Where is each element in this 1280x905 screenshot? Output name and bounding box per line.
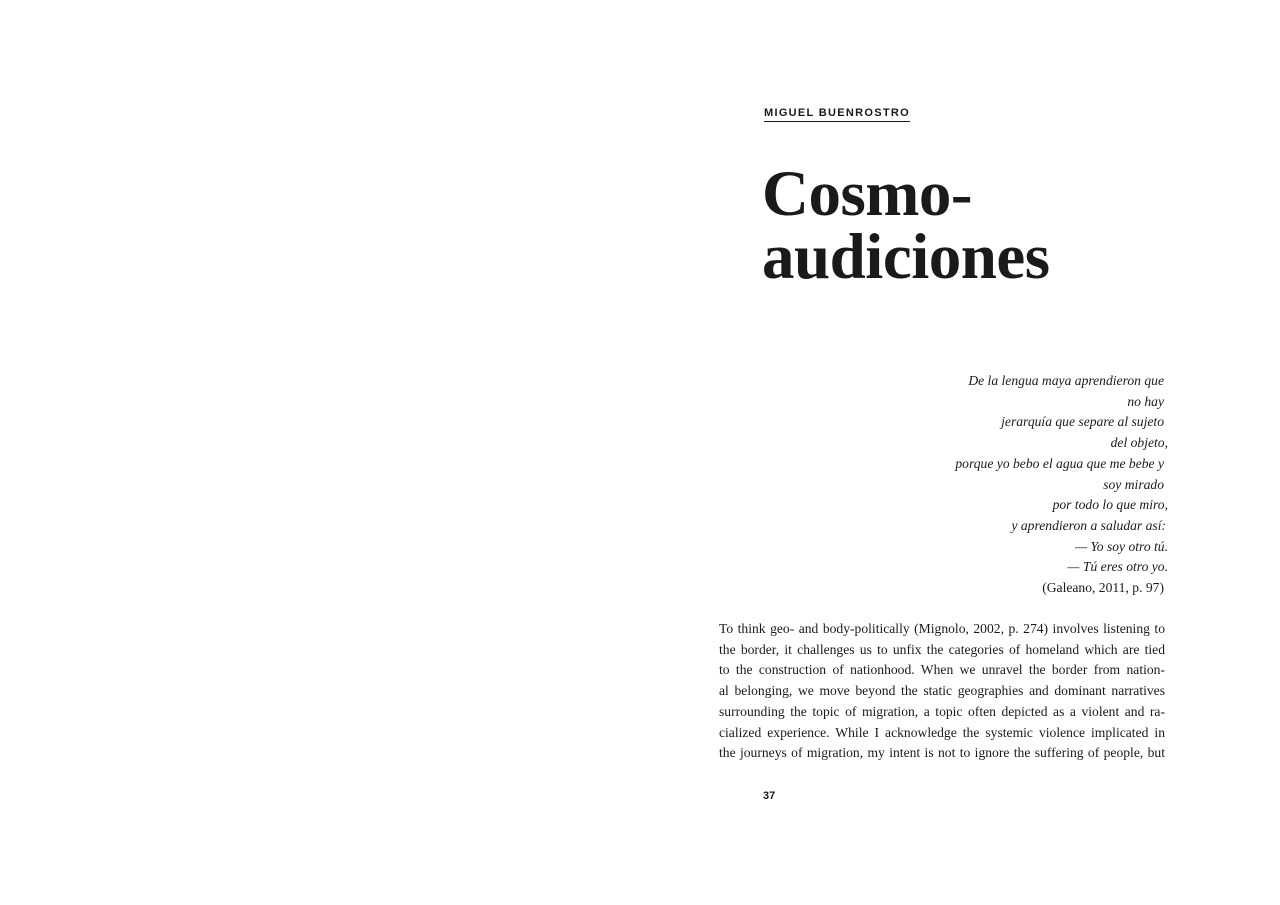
body-line: cialized experience. While I acknowledge the systemic violence implicated in xyxy=(719,724,1165,740)
body-line: the journeys of migration, my intent is not to ignore the suffering of people, but xyxy=(719,745,1165,761)
body-line: to the construction of nationhood. When we unravel the border from nation- xyxy=(719,662,1165,678)
chapter-title xyxy=(762,158,1050,293)
epigraph-line: — Yo soy otro tú. xyxy=(1074,538,1168,554)
right-page xyxy=(640,0,1280,905)
page-number: 37 xyxy=(763,790,776,802)
epigraph-line: y aprendieron a saludar así: xyxy=(1011,517,1166,533)
epigraph-line: De la lengua maya aprendieron que xyxy=(968,373,1164,388)
body-paragraph xyxy=(719,619,1165,764)
body-line: To think geo- and body-politically (Mignolo, 2002, p. 274) involves listening to xyxy=(719,621,1165,636)
epigraph-line: — Tú eres otro yo. xyxy=(1067,559,1168,575)
epigraph-line: por todo lo que miro, xyxy=(1052,497,1168,513)
epigraph xyxy=(864,371,1168,599)
epigraph-line: del objeto, xyxy=(1110,435,1168,451)
author-name: MIGUEL BUENROSTRO xyxy=(764,107,910,122)
epigraph-line: no hay xyxy=(1127,393,1164,409)
chapter-title-line-1: Cosmo- xyxy=(762,158,973,230)
chapter-title-line-2: audiciones xyxy=(762,221,1050,293)
epigraph-line: jerarquía que separe al sujeto xyxy=(1001,414,1164,430)
epigraph-citation: (Galeano, 2011, p. 97) xyxy=(1042,580,1164,596)
body-line: surrounding the topic of migration, a topic often depicted as a violent and ra- xyxy=(719,703,1165,719)
epigraph-line: soy mirado xyxy=(1103,476,1164,492)
epigraph-line: porque yo bebo el agua que me bebe y xyxy=(955,455,1164,471)
body-line: the border, it challenges us to unfix the categories of homeland which are tied xyxy=(719,641,1165,657)
body-line: al belonging, we move beyond the static geographies and dominant narratives xyxy=(719,683,1165,699)
